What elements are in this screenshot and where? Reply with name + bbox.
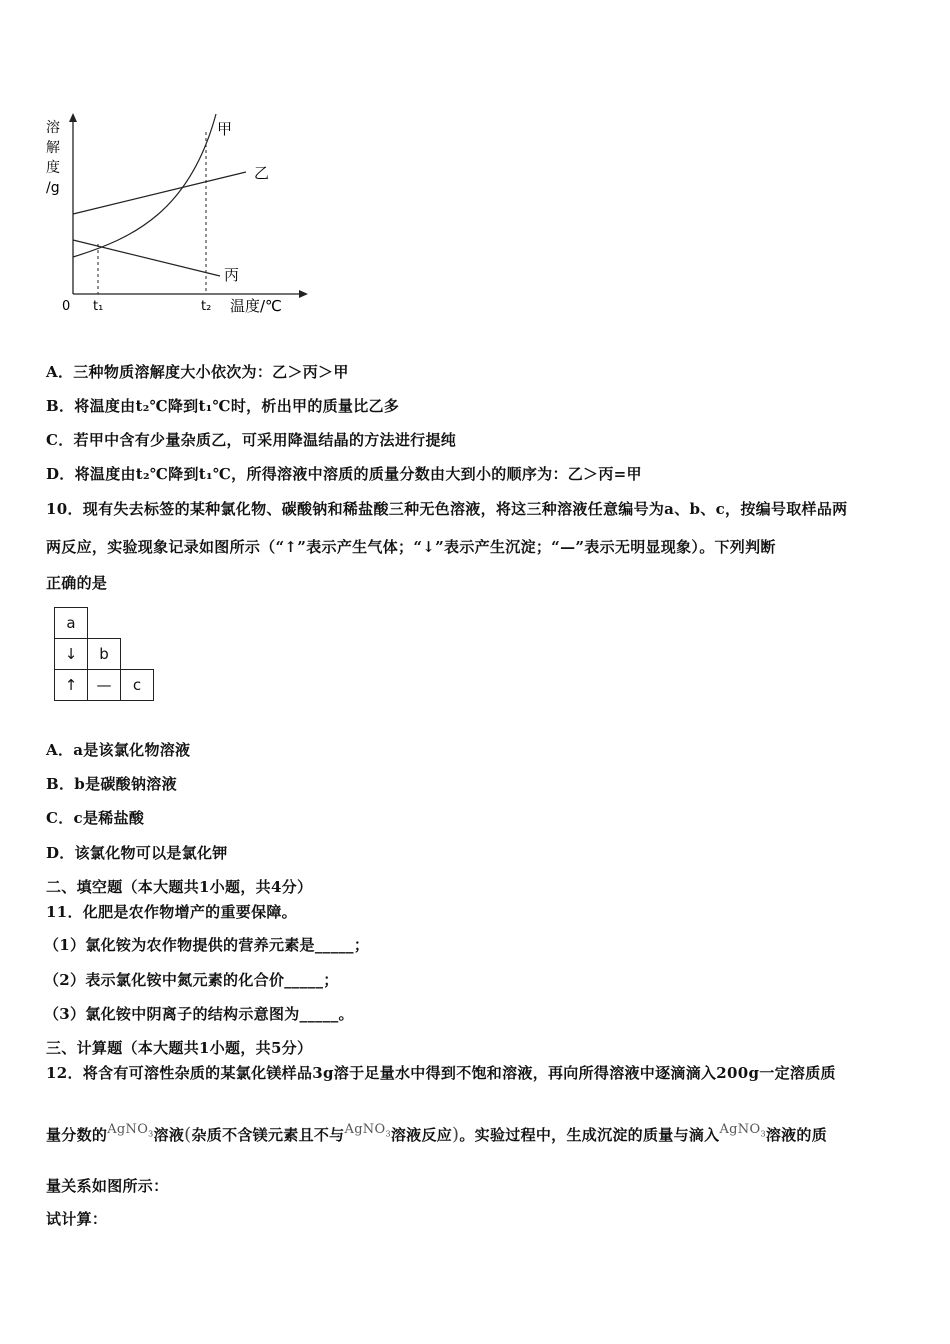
q9-option-b: B．将温度由t₂℃降到t₁℃时，析出甲的质量比乙多 (46, 397, 400, 415)
paren-open: ( (184, 1124, 192, 1145)
q12-text-e: 。实验过程中，生成沉淀的质量与滴入 (459, 1126, 720, 1144)
q12-line-4: 试计算： (46, 1210, 108, 1228)
origin-label: 0 (62, 299, 71, 314)
q12-line-3: 量关系如图所示： (46, 1177, 169, 1195)
cell-b: b (88, 639, 121, 670)
t1-label: t₁ (93, 299, 104, 314)
q10-option-a: A．a是该氯化物溶液 (46, 741, 191, 759)
q10-line-2: 两反应，实验现象记录如图所示（“↑”表示产生气体；“↓”表示产生沉淀；“—”表示无明显现象）。下列判断 (46, 538, 776, 556)
ylabel-char-1: 溶 (46, 120, 60, 136)
cell-a-b-precipitate: ↓ (55, 639, 88, 670)
ylabel-char-2: 解 (46, 140, 60, 156)
section3-heading: 三、计算题（本大题共1小题，共5分） (46, 1039, 313, 1057)
q10-option-b: B．b是碳酸钠溶液 (46, 775, 177, 793)
cell-a: a (55, 608, 88, 639)
ylabel-char-4: /g (46, 180, 60, 196)
q10-option-d: D．该氯化物可以是氯化钾 (46, 844, 228, 862)
reaction-table (54, 607, 154, 701)
paren-close: ) (452, 1124, 460, 1145)
t2-label: t₂ (201, 299, 212, 314)
q12-line-2 (46, 1124, 827, 1146)
cell-c: c (121, 670, 154, 701)
agno3-formula-2: AgNO$_3$ (344, 1122, 391, 1139)
q9-option-d: D．将温度由t₂℃降到t₁℃，所得溶液中溶质的质量分数由大到小的顺序为：乙＞丙=甲 (46, 465, 642, 483)
section2-heading: 二、填空题（本大题共1小题，共4分） (46, 878, 313, 896)
y-axis-arrow (69, 113, 77, 122)
cell-a-c-gas: ↑ (55, 670, 88, 701)
q12-text-c: 杂质不含镁元素且不与 (191, 1126, 345, 1144)
q12-line-1: 12．将含有可溶性杂质的某氯化镁样品3g溶于足量水中得到不饱和溶液，再向所得溶液中逐滴滴入200g一定溶质质 (46, 1064, 836, 1082)
ylabel-char-3: 度 (46, 160, 60, 176)
x-axis-arrow (299, 290, 308, 298)
solubility-graph (40, 110, 320, 325)
q12-text-f: 溶液的质 (765, 1126, 828, 1144)
xlabel: 温度/℃ (230, 297, 282, 315)
q12-text-b: 溶液 (153, 1126, 185, 1144)
label-yi: 乙 (254, 164, 270, 182)
q11-item-3: （3）氯化铵中阴离子的结构示意图为_____。 (44, 1005, 354, 1023)
q10-line-3: 正确的是 (46, 574, 108, 592)
label-jia: 甲 (217, 120, 233, 138)
label-bing: 丙 (224, 266, 240, 284)
q12-text-d: 溶液反应 (390, 1126, 453, 1144)
curve-jia (73, 114, 216, 257)
q11-stem: 11．化肥是农作物增产的重要保障。 (46, 903, 297, 921)
curve-bing (73, 240, 220, 276)
q9-option-a: A．三种物质溶解度大小依次为：乙＞丙＞甲 (46, 363, 349, 381)
q10-option-c: C．c是稀盐酸 (46, 809, 145, 827)
agno3-formula-1: AgNO$_3$ (107, 1122, 154, 1139)
q12-text-a: 量分数的 (46, 1126, 108, 1144)
q11-item-2: （2）表示氯化铵中氮元素的化合价_____； (44, 971, 339, 989)
q10-line-1: 10．现有失去标签的某种氯化物、碳酸钠和稀盐酸三种无色溶液，将这三种溶液任意编号为a、b、c，按编号取样品两 (46, 500, 848, 518)
cell-b-c-none: — (88, 670, 121, 701)
agno3-formula-3: AgNO$_3$ (719, 1122, 766, 1139)
q11-item-1: （1）氯化铵为农作物提供的营养元素是_____； (44, 936, 370, 954)
curve-yi (73, 172, 246, 214)
q9-option-c: C．若甲中含有少量杂质乙，可采用降温结晶的方法进行提纯 (46, 431, 457, 449)
